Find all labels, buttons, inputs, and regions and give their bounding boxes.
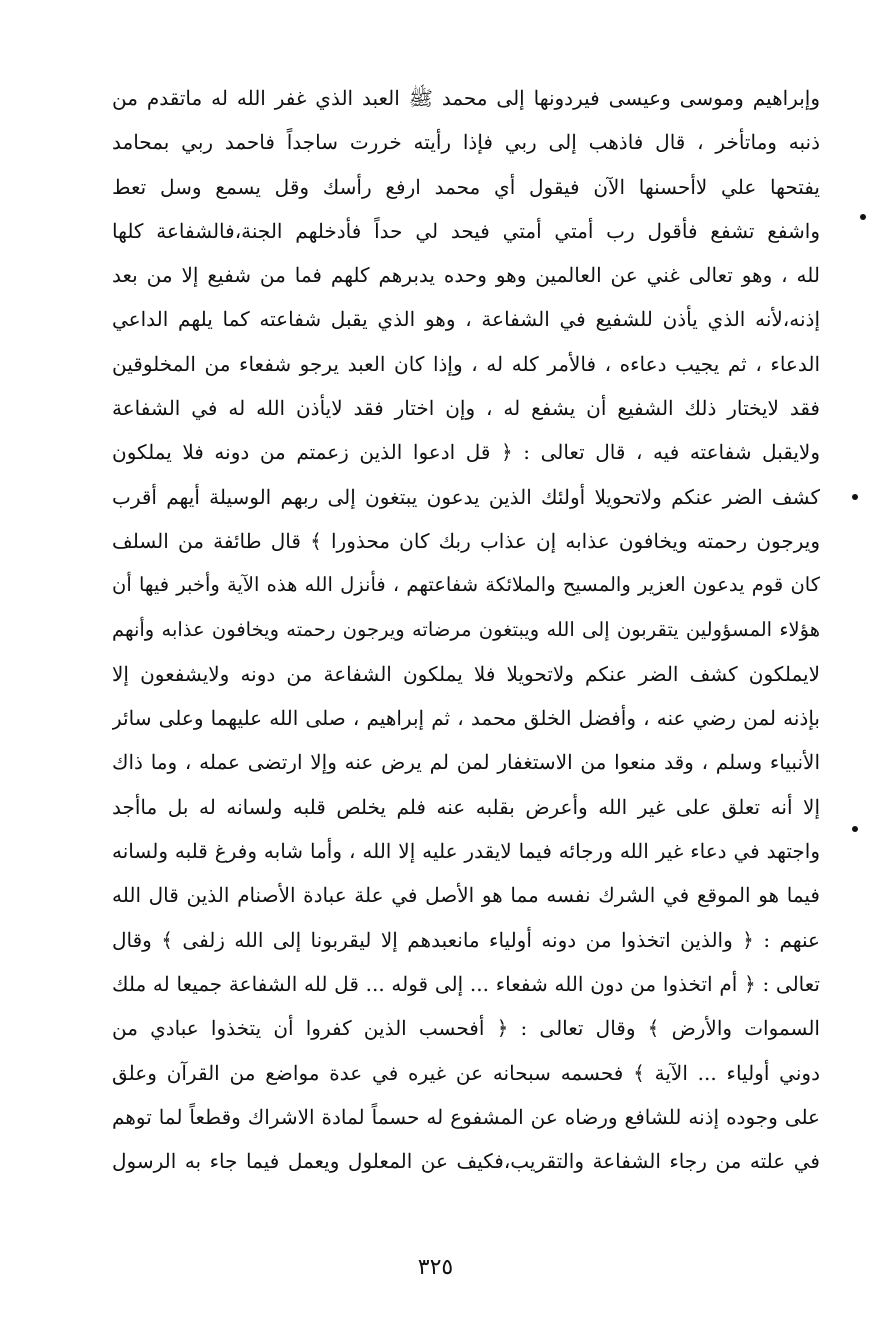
margin-mark	[860, 214, 866, 220]
text-line: يفتحها علي لاأحسنها الآن فيقول أي محمد ارفع رأسك وقل يسمع وسل تعط	[112, 174, 820, 199]
text-line: تعالى : ﴿ أم اتخذوا من دون الله شفعاء ... إلى قوله ... قل لله الشفاعة جميعا له ملك	[112, 971, 820, 996]
text-line: ويرجون رحمته ويخافون عذابه إن عذاب ربك كان محذورا ﴾ قال طائفة من السلف	[112, 528, 820, 553]
text-line: كشف الضر عنكم ولاتحويلا أولئك الذين يدعون يبتغون إلى ربهم الوسيلة أيهم أقرب	[112, 484, 820, 509]
text-line: ذنبه وماتأخر ، قال فاذهب إلى ربي فإذا رأيته خررت ساجداً فاحمد ربي بمحامد	[112, 130, 820, 155]
margin-mark	[852, 826, 858, 832]
body-text	[112, 76, 820, 1183]
page-number: ٣٢٥	[417, 1255, 454, 1280]
text-line: هؤلاء المسؤولين يتقربون إلى الله ويبتغون مرضاته ويرجون رحمته ويخافون عذابه وأنهم	[112, 617, 820, 641]
text-line: عنهم : ﴿ والذين اتخذوا من دونه أولياء مانعبدهم إلا ليقربونا إلى الله زلفى ﴾ وقال	[112, 927, 820, 952]
margin-mark	[852, 494, 858, 500]
text-line: واجتهد في دعاء غير الله ورجائه فيما لايقدر عليه إلا الله ، وأما شابه وفرغ قلبه ولسانه	[112, 839, 820, 864]
text-line: على وجوده إذنه للشافع ورضاه عن المشفوع له حسماً لمادة الاشراك وقطعاً لما توهم	[112, 1104, 820, 1129]
text-line: فيما هو الموقع في الشرك نفسه مما هو الأصل في علة عبادة الأصنام الذين قال الله	[112, 883, 820, 908]
text-line: السموات والأرض ﴾ وقال تعالى : ﴿ أفحسب الذين كفروا أن يتخذوا عبادي من	[112, 1016, 820, 1041]
text-line: واشفع تشفع فأقول رب أمتي أمتي فيحد لي حداً فأدخلهم الجنة،فالشفاعة كلها	[112, 218, 820, 243]
text-line: في علته من رجاء الشفاعة والتقريب،فكيف عن المعلول ويعمل فيما جاء به الرسول	[112, 1149, 820, 1174]
text-line: إلا أنه تعلق على غير الله وأعرض بقلبه عنه فلم يخلص قلبه ولسانه له بل ماأجد	[112, 794, 820, 819]
text-line: دوني أولياء ... الآية ﴾ فحسمه سبحانه عن غيره في عدة مواضع من القرآن وعلق	[112, 1060, 820, 1085]
text-line: الدعاء ، ثم يجيب دعاءه ، فالأمر كله له ، وإذا كان العبد يرجو شفعاء من المخلوقين	[112, 351, 820, 376]
text-line: ولايقبل شفاعته فيه ، قال تعالى : ﴿ قل ادعوا الذين زعمتم من دونه فلا يملكون	[112, 440, 820, 465]
text-line: إذنه،لأنه الذي يأذن للشفيع في الشفاعة ، وهو الذي يقبل شفاعته كما يلهم الداعي	[112, 307, 820, 332]
text-line: لله ، وهو تعالى غني عن العالمين وهو وحده يدبرهم كلهم فما من شفيع إلا من بعد	[112, 263, 820, 288]
text-line: كان قوم يدعون العزير والمسيح والملائكة شفاعتهم ، فأنزل الله هذه الآية وأخبر فيها أن	[112, 573, 820, 597]
text-line: فقد لايختار ذلك الشفيع أن يشفع له ، وإن اختار فقد لايأذن الله له في الشفاعة	[112, 396, 820, 421]
text-line: لايملكون كشف الضر عنكم ولاتحويلا فلا يملكون الشفاعة من دونه ولايشفعون إلا	[112, 661, 820, 686]
text-line: الأنبياء وسلم ، وقد منعوا من الاستغفار لمن لم يرض عنه وإلا ارتضى عمله ، وما ذاك	[112, 750, 820, 775]
text-line: وإبراهيم وموسى وعيسى فيردونها إلى محمد ﷺ العبد الذي غفر الله له ماتقدم من	[112, 86, 820, 110]
text-line: بإذنه لمن رضي عنه ، وأفضل الخلق محمد ، ثم إبراهيم ، صلى الله عليهما وعلى سائر	[112, 706, 820, 731]
